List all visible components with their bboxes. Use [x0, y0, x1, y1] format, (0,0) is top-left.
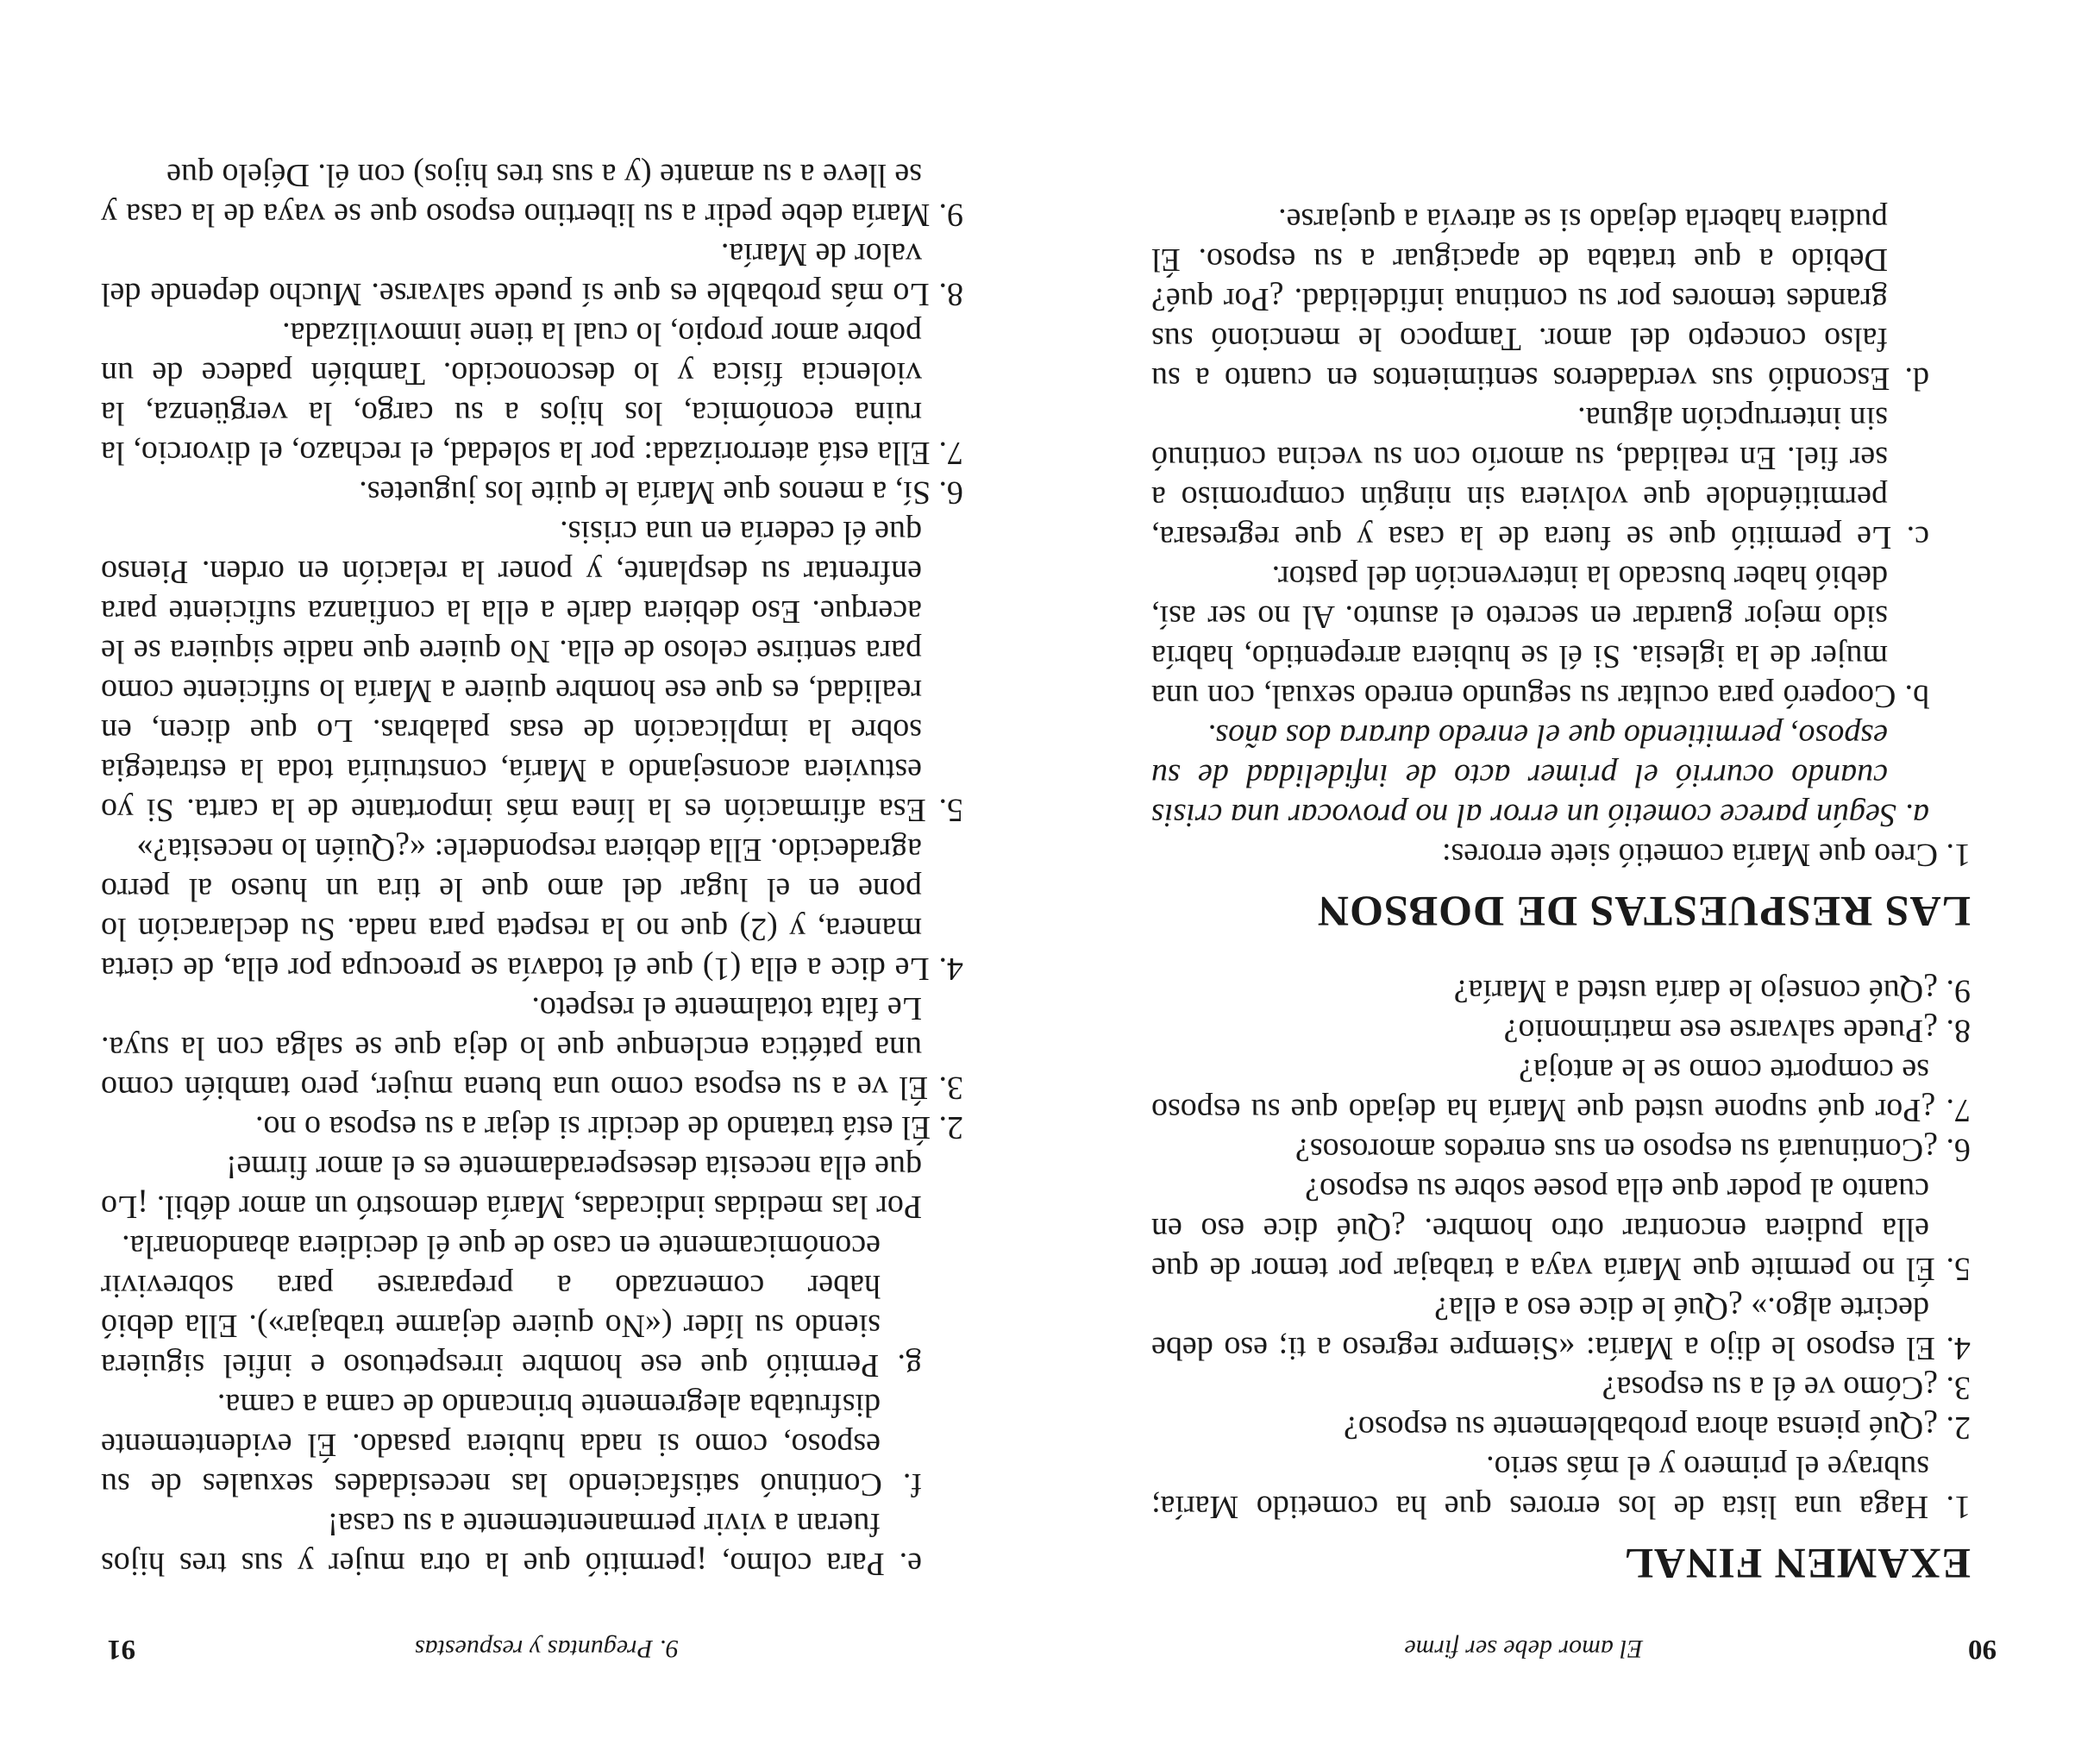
- answer-item: g. Permitió que ese hombre irrespetuoso e infiel siguiera siendo su líder («No quiere dejarme trabajar»). Ella debió haber comenzado a prepararse para sobrevivir económicamente en caso de que él decidiera abandonarla.: [101, 1228, 922, 1384]
- page-number: 91: [107, 1634, 135, 1665]
- answers-heading: LAS RESPUESTAS DE DOBSON: [1316, 888, 1971, 936]
- answer-item: c. Le permitió que se fuera de la casa y que regresara, permitiéndole que volviera sin ningún compromiso a ser fiel. En realidad, su amorío con su vecina continuó sin interrupción alguna.: [1151, 400, 1929, 556]
- answer-item: e. Para colmo, ¡permitió que la otra mujer y sus tres hijos fueran a vivir permanentemente a su casa!: [101, 1506, 922, 1582]
- question-item: 7. ¿Por qué supone usted que María ha dejado que su esposo se comporte como se le antoja?: [1151, 1052, 1971, 1128]
- question-item: 9. ¿Qué consejo le daría usted a María?: [1453, 973, 1971, 1009]
- answer-item: 7. Ella está aterrorizada: por la soledad, el rechazo, el divorcio, la ruina económica, los hijos a su cargo, la vergüenza, la violencia física y lo desconocido. También padece de un pobre amor propio, lo cual la tiene inmovilizada.: [101, 316, 963, 471]
- page-number: 90: [1968, 1634, 1997, 1665]
- left-page: [1050, 0, 2100, 1739]
- answer-item: 8. Lo más probable es que sí puede salvarse. Mucho depende del valor de María.: [101, 236, 963, 312]
- answer-item: b. Cooperó para ocultar su segundo enredo sexual, con una mujer de la iglesia. Si él se hubiera arrepentido, habría sido mejor guardar en secreto el asunto. Al no ser así, debió haber buscado la intervención del pastor.: [1151, 559, 1929, 714]
- exam-heading: EXAMEN FINAL: [1623, 1540, 1971, 1588]
- answer-item: 2. Él está tratando de decidir si dejar a su esposa o no.: [255, 1109, 963, 1146]
- running-head: El amor debe ser firme: [1404, 1635, 1643, 1663]
- answer-intro: 1. Creo que María cometió siete errores:: [1441, 837, 1971, 873]
- answer-item: 4. Le dice a ella (1) que él todavía se preocupa por ella, de cierta manera, y (2) que no la respeta para nada. Su declaración lo pone en el lugar del amo que le tira un hueso al perro agradecido. Ella debiera responderle: «¿Quién lo necesita?»: [101, 832, 963, 987]
- answer-item: 5. Esa afirmación es la línea más importante de la carta. Si yo estuviera aconsejando a María, construiría toda la estrategia sobre la implicación de esas palabras. Lo que dicen, en realidad, es que ese hombre quiere a María lo suficiente como para sentirse celoso de ella. No quiere que nadie siquiera se le acerque. Eso debiera darle a ella la confianza suficiente para enfrentar su desplante, y poner la relación en orden. Pienso que él cedería en una crisis.: [101, 514, 963, 828]
- question-item: 2. ¿Qué piensa ahora probablemente su esposo?: [1343, 1409, 1971, 1446]
- question-item: 1. Haga una lista de los errores que ha cometido María; subraye el primero y el más serio.: [1151, 1449, 1971, 1525]
- answer-item: 6. Sí, a menos que María le quite los juguetes.: [359, 474, 963, 511]
- question-item: 8. ¿Puede salvarse ese matrimonio?: [1503, 1013, 1971, 1049]
- answer-item: f. Continuó satisfaciendo las necesidades sexuales de su esposo, como si nada hubiera pasado. Él evidentemente disfrutaba alegremente brincando de cama a cama.: [101, 1387, 922, 1503]
- page-body: [101, 155, 963, 1584]
- question-item: 5. Él no permite que María vaya a trabajar por temor de que ella pudiera encontrar otro hombre. ¿Qué dice eso en cuanto al poder que ella posee sobre su esposo?: [1151, 1171, 1971, 1287]
- question-item: 3. ¿Cómo ve él a su esposa?: [1602, 1370, 1971, 1406]
- answer-item: 3. Él ve a su esposa como una buena mujer, pero también como una patética enclenque que lo deja que se salga con la suya. Le falta totalmente el respeto.: [101, 990, 963, 1106]
- answer-item: Por las medidas indicadas, María demostró un amor débil. ¡Lo que ella necesita desesperadamente es el amor firme!: [101, 1149, 922, 1225]
- answer-item: d. Escondió sus verdaderos sentimientos en cuanto a su falso concepto del amor. Tampoco le mencionó sus grandes temores por su continua infidelidad. ¿Por qué? Debido a que trataba de apaciguar a su esposo. Él pudiera haberla dejado si se atrevía a quejarse.: [1151, 202, 1929, 397]
- question-item: 4. El esposo le dijo a María: «Siempre regreso a ti; eso debe decirte algo.» ¿Qué le dice eso a ella?: [1151, 1290, 1971, 1366]
- answer-item: a. Según parece cometió un error al no provocar una crisis cuando ocurrió el primer acto de infidelidad de su esposo, permitiendo que el enredo durara dos años.: [1151, 718, 1929, 833]
- page-body: [1151, 200, 1971, 1588]
- running-head: 9. Preguntas y respuestas: [414, 1635, 679, 1663]
- answer-item: 9. María debe pedir a su libertino esposo que se vaya de la casa y se lleve a su amante (y a sus tres hijos) con él. Déjelo que: [101, 157, 963, 233]
- question-item: 6. ¿Continuará su esposo en sus enredos amorosos?: [1294, 1132, 1971, 1168]
